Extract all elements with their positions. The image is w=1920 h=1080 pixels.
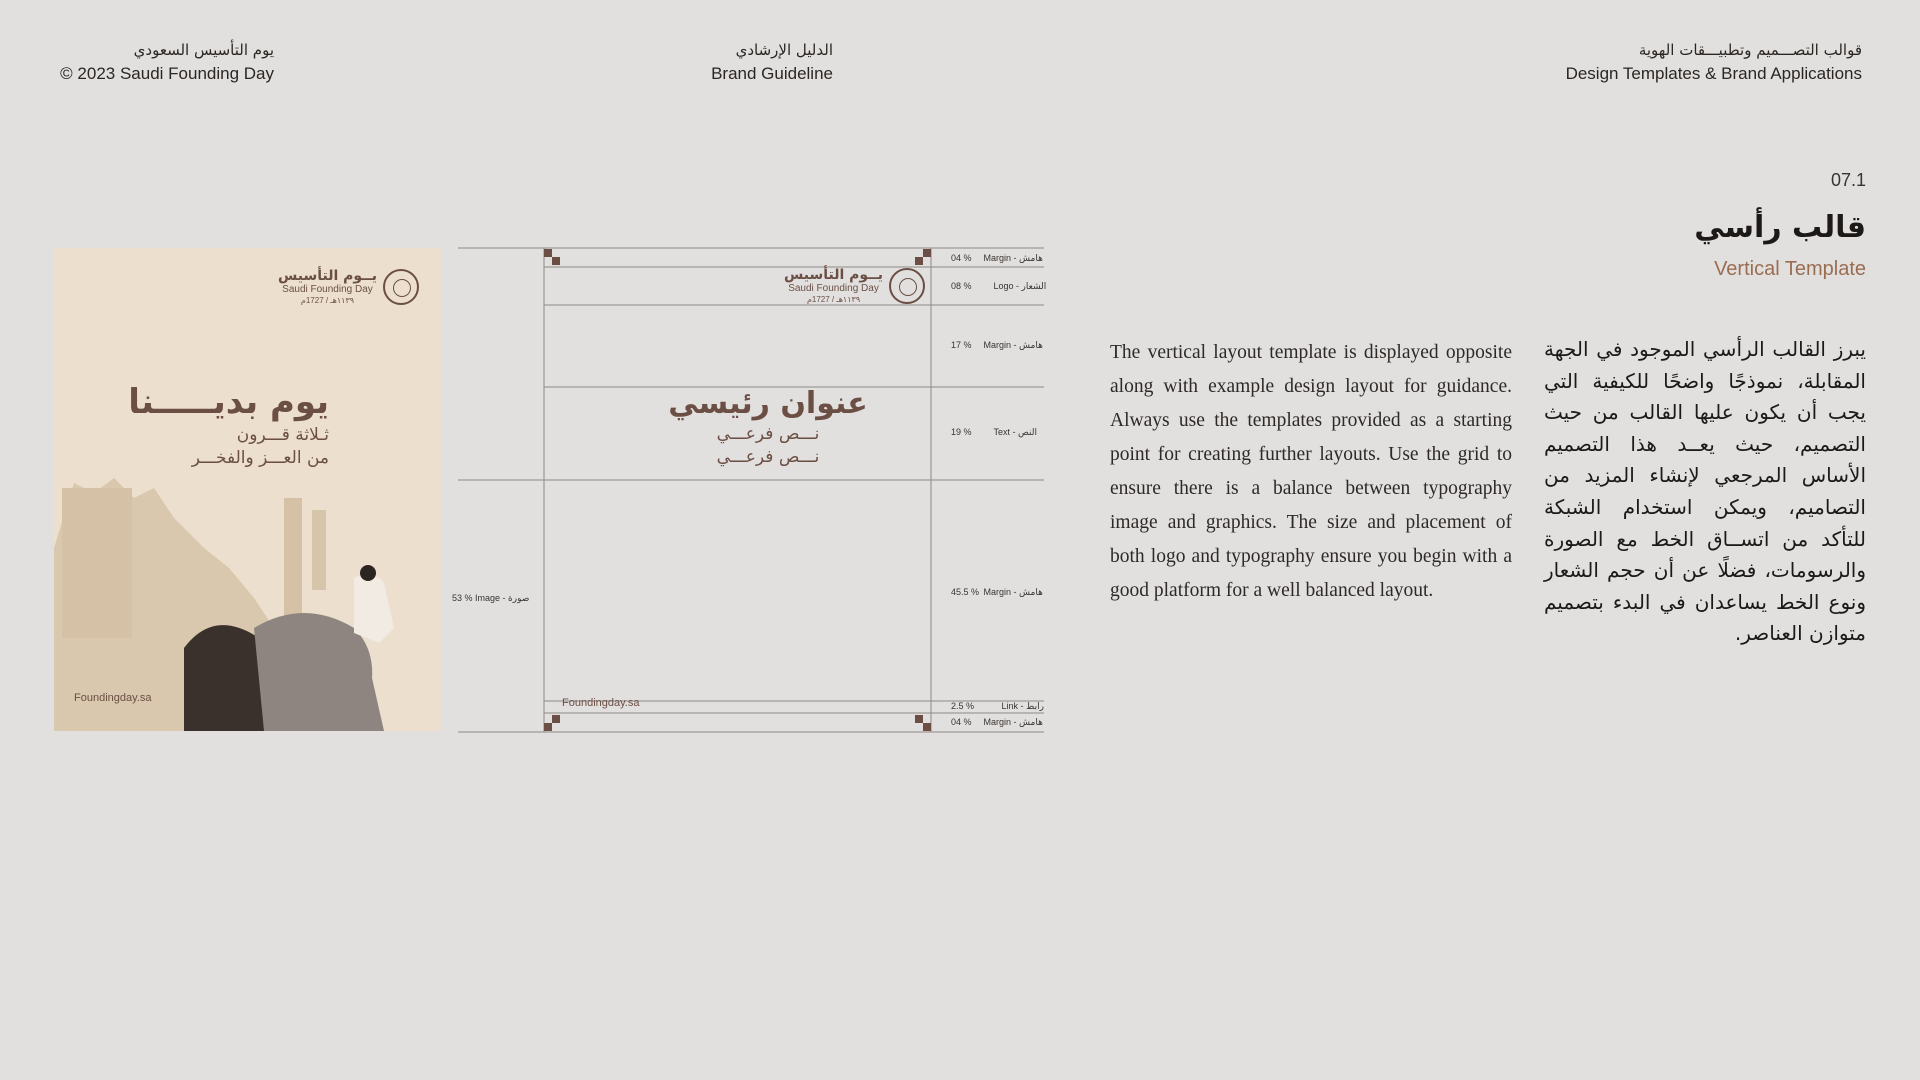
header-right [1480, 38, 1862, 86]
poster-artwork [54, 248, 441, 731]
section-title-arabic: قالب رأسي [1694, 210, 1866, 245]
grid-label-margin-bottom: 04 % Margin - هامش [951, 717, 1043, 727]
poster-logo-arabic: يــوم التأسيس [277, 268, 377, 284]
template-logo-date: ١١٣٩هـ / 1727م [806, 295, 861, 304]
template-url: Foundingday.sa [562, 697, 640, 709]
template-logo-english: Saudi Founding Day [788, 283, 879, 294]
grid-label-margin-top: 04 % Margin - هامش [951, 253, 1043, 263]
template-headline: عنوان رئيسي [668, 386, 868, 421]
poster-subtitle-2: من العـــز والفخـــر [191, 448, 329, 468]
grid-label-image: 53 % Image - صورة [452, 593, 530, 603]
poster-url: Foundingday.sa [74, 692, 152, 704]
template-subtitle-2: نـــص فرعـــي [716, 447, 820, 467]
header-section-name: Design Templates & Brand Applications [1565, 64, 1862, 83]
template-subtitle-1: نـــص فرعـــي [716, 424, 820, 444]
poster-headline: يوم بديـــــنا [128, 382, 329, 422]
poster-logo-english: Saudi Founding Day [282, 284, 373, 295]
header-middle-arabic: الدليل الإرشادي [735, 41, 833, 59]
grid-label-logo: 08 % Logo - الشعار [951, 281, 1047, 291]
grid-label-text: 19 % Text - النص [951, 427, 1038, 437]
grid-label-margin-3: 45.5 % Margin - هامش [951, 587, 1043, 597]
poster-subtitle-1: ثـلاثة قـــرون [236, 425, 329, 445]
section-number: 07.1 [1830, 170, 1866, 190]
emblem-icon [383, 269, 419, 305]
poster-example [54, 248, 441, 731]
grid-label-margin-2: 17 % Margin - هامش [951, 340, 1043, 350]
grid-label-link: 2.5 % Link - رابط [951, 701, 1044, 711]
header-copyright: © 2023 Saudi Founding Day [60, 64, 274, 83]
header-middle [660, 38, 833, 86]
body-text-arabic: يبرز القالب الرأسي الموجود في الجهة المقابلة، نموذجًا واضحًا للكيفية التي يجب أن يكون عليها القالب من حيث التصميم، حيث يعــد هذا التصميم الأساس المرجعي لإنشاء المزيد من التصاميم، ويمكن استخدام الشبكة للتأكد من اتســاق الخط مع الصورة والرسومات، فضلًا عن أن حجم الشعار ونوع الخط يساعدان في البدء بتصميم متوازن العناصر. [1544, 337, 1866, 646]
poster-logo-date: ١١٣٩هـ / 1727م [300, 296, 355, 305]
header-right-arabic: قوالب التصـــميم وتطبيـــقات الهوية [1638, 41, 1862, 59]
body-text-english: The vertical layout template is displayed opposite along with example design layout for guidance. Always use the templates provided as a starting point for creating further layouts. Use the grid to ensure there is a balance between typography image and graphics. The size and placement of both logo and typography ensure you begin with a good platform for a well balanced layout. [1110, 342, 1512, 601]
poster-logo [278, 268, 419, 306]
template-logo [784, 267, 925, 305]
grid-lines [458, 247, 1047, 733]
emblem-icon [889, 268, 925, 304]
header-left [54, 38, 274, 86]
template-headline-block [658, 385, 878, 469]
grid-template [452, 247, 1047, 733]
poster-headline-block [128, 380, 329, 470]
header-left-arabic: يوم التأسيس السعودي [133, 41, 274, 59]
header-brand-guideline: Brand Guideline [711, 64, 833, 83]
template-logo-arabic: يــوم التأسيس [784, 267, 884, 283]
section-title-english: Vertical Template [1714, 258, 1866, 280]
